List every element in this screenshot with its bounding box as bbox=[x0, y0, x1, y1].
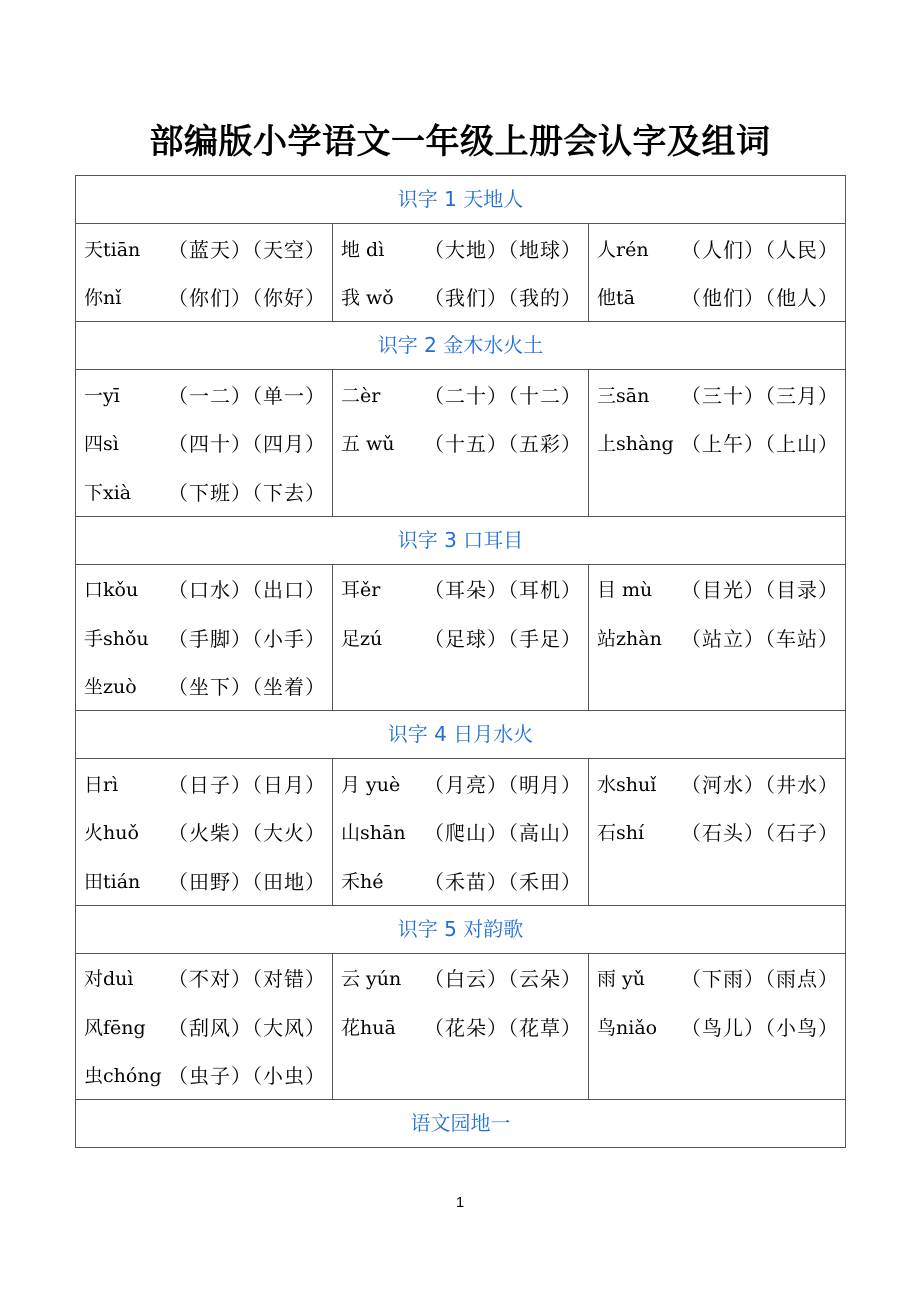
character-with-pinyin: 一yī bbox=[84, 384, 120, 407]
word-phrases: （下雨）（雨点） bbox=[681, 967, 840, 992]
character-with-pinyin: 田tián bbox=[84, 870, 141, 893]
section-header: 语文园地一 bbox=[76, 1100, 846, 1148]
vocab-entry bbox=[589, 370, 845, 419]
word-phrases: （不对）（对错） bbox=[168, 967, 326, 992]
word-phrases: （耳朵）（耳机） bbox=[424, 578, 582, 603]
vocab-entry bbox=[76, 662, 332, 711]
vocab-entry bbox=[76, 856, 332, 905]
vocab-entry bbox=[589, 808, 845, 857]
word-phrases: （爬山）（高山） bbox=[424, 821, 582, 846]
word-phrases: （石头）（石子） bbox=[681, 821, 840, 846]
vocab-entry bbox=[333, 808, 588, 857]
vocabulary-table bbox=[75, 175, 846, 1148]
word-phrases: （三十）（三月） bbox=[681, 383, 840, 408]
word-phrases: （目光）（目录） bbox=[681, 578, 840, 603]
word-phrases: （站立）（车站） bbox=[681, 626, 840, 651]
section-content-row bbox=[76, 759, 846, 906]
vocab-entry bbox=[333, 224, 588, 273]
character-with-pinyin: 地 dì bbox=[341, 238, 385, 261]
vocab-column-cell bbox=[589, 953, 846, 1100]
section-header-row bbox=[76, 711, 846, 759]
vocab-entry bbox=[76, 224, 332, 273]
section-header: 识字 1 天地人 bbox=[76, 176, 846, 224]
page-number: 1 bbox=[455, 1194, 465, 1211]
vocab-column-cell bbox=[589, 759, 846, 906]
word-phrases: （月亮）（明月） bbox=[424, 772, 582, 797]
vocab-entry bbox=[76, 370, 332, 419]
word-phrases: （他们）（他人） bbox=[681, 286, 840, 311]
character-with-pinyin: 足zú bbox=[341, 627, 383, 650]
vocab-entry bbox=[333, 370, 588, 419]
vocab-column-cell bbox=[76, 759, 333, 906]
word-phrases: （刮风）（大风） bbox=[168, 1015, 326, 1040]
word-phrases: （蓝天）（天空） bbox=[168, 237, 326, 262]
character-with-pinyin: 日rì bbox=[84, 773, 119, 796]
character-with-pinyin: 目 mù bbox=[597, 579, 653, 602]
section-header-row bbox=[76, 176, 846, 224]
word-phrases: （虫子）（小虫） bbox=[168, 1064, 326, 1089]
character-with-pinyin: 火huǒ bbox=[84, 822, 139, 845]
vocab-entry bbox=[76, 419, 332, 468]
character-with-pinyin: 鸟niǎo bbox=[597, 1016, 658, 1039]
vocab-column-cell bbox=[333, 370, 589, 517]
section-header: 识字 2 金木水火土 bbox=[76, 322, 846, 370]
vocab-column-cell bbox=[333, 953, 589, 1100]
character-with-pinyin: 月 yuè bbox=[341, 773, 401, 796]
section-header-row bbox=[76, 905, 846, 953]
vocab-entry bbox=[76, 565, 332, 614]
word-phrases: （坐下）（坐着） bbox=[168, 675, 326, 700]
word-phrases: （禾苗）（禾田） bbox=[424, 869, 582, 894]
character-with-pinyin: 他tā bbox=[597, 287, 635, 310]
character-with-pinyin: 五 wǔ bbox=[341, 433, 395, 456]
vocab-entry bbox=[333, 759, 588, 808]
vocab-entry bbox=[333, 613, 588, 662]
vocab-entry bbox=[589, 224, 845, 273]
character-with-pinyin: 坐zuò bbox=[84, 676, 137, 699]
word-phrases: （大地）（地球） bbox=[424, 237, 582, 262]
vocab-entry bbox=[589, 1002, 845, 1051]
character-with-pinyin: 禾hé bbox=[341, 870, 384, 893]
word-phrases: （手脚）（小手） bbox=[168, 626, 326, 651]
vocab-entry bbox=[76, 759, 332, 808]
section-header: 识字 4 日月水火 bbox=[76, 711, 846, 759]
vocab-column-cell bbox=[76, 564, 333, 711]
word-phrases: （河水）（井水） bbox=[681, 772, 840, 797]
word-phrases: （人们）（人民） bbox=[681, 237, 840, 262]
vocab-entry bbox=[589, 613, 845, 662]
vocab-column-cell bbox=[333, 759, 589, 906]
vocab-entry bbox=[589, 565, 845, 614]
character-with-pinyin: 天tiān bbox=[84, 238, 141, 261]
word-phrases: （二十）（十二） bbox=[424, 383, 582, 408]
section-header: 识字 3 口耳目 bbox=[76, 516, 846, 564]
word-phrases: （四十）（四月） bbox=[168, 432, 326, 457]
vocab-column-cell bbox=[76, 370, 333, 517]
character-with-pinyin: 人rén bbox=[597, 238, 649, 261]
vocab-column-cell bbox=[589, 224, 846, 322]
character-with-pinyin: 水shuǐ bbox=[597, 773, 657, 796]
word-phrases: （火柴）（大火） bbox=[168, 821, 326, 846]
word-phrases: （鸟儿）（小鸟） bbox=[681, 1015, 840, 1040]
vocab-entry bbox=[76, 1051, 332, 1100]
vocab-entry bbox=[589, 273, 845, 322]
character-with-pinyin: 站zhàn bbox=[597, 627, 662, 650]
vocab-entry bbox=[76, 1002, 332, 1051]
character-with-pinyin: 下xià bbox=[84, 481, 132, 504]
character-with-pinyin: 你nǐ bbox=[84, 287, 122, 310]
word-phrases: （白云）（云朵） bbox=[424, 967, 582, 992]
vocab-entry bbox=[333, 1002, 588, 1051]
character-with-pinyin: 口kǒu bbox=[84, 579, 139, 602]
character-with-pinyin: 风fēng bbox=[84, 1016, 146, 1039]
vocab-entry bbox=[76, 613, 332, 662]
character-with-pinyin: 山shān bbox=[341, 822, 406, 845]
character-with-pinyin: 三sān bbox=[597, 384, 650, 407]
vocab-column-cell bbox=[333, 564, 589, 711]
vocab-entry bbox=[76, 954, 332, 1003]
vocab-entry bbox=[589, 759, 845, 808]
vocab-entry bbox=[333, 565, 588, 614]
section-header: 识字 5 对韵歌 bbox=[76, 905, 846, 953]
character-with-pinyin: 上shàng bbox=[597, 433, 674, 456]
word-phrases: （你们）（你好） bbox=[168, 286, 326, 311]
vocab-entry bbox=[589, 419, 845, 468]
vocab-column-cell bbox=[589, 370, 846, 517]
word-phrases: （田野）（田地） bbox=[168, 869, 326, 894]
page-title: 部编版小学语文一年级上册会认字及组词 bbox=[149, 122, 771, 162]
section-header-row bbox=[76, 322, 846, 370]
character-with-pinyin: 手shǒu bbox=[84, 627, 149, 650]
vocab-entry bbox=[589, 954, 845, 1003]
character-with-pinyin: 石shí bbox=[597, 822, 645, 845]
vocab-entry bbox=[333, 856, 588, 905]
word-phrases: （一二）（单一） bbox=[168, 383, 326, 408]
vocab-entry bbox=[76, 808, 332, 857]
word-phrases: （足球）（手足） bbox=[424, 626, 582, 651]
word-phrases: （日子）（日月） bbox=[168, 772, 326, 797]
word-phrases: （我们）（我的） bbox=[424, 286, 582, 311]
vocab-entry bbox=[76, 467, 332, 516]
vocab-column-cell bbox=[76, 224, 333, 322]
character-with-pinyin: 雨 yǔ bbox=[597, 968, 646, 991]
word-phrases: （下班）（下去） bbox=[168, 480, 326, 505]
character-with-pinyin: 二èr bbox=[341, 384, 381, 407]
word-phrases: （口水）（出口） bbox=[168, 578, 326, 603]
section-content-row bbox=[76, 224, 846, 322]
vocab-column-cell bbox=[589, 564, 846, 711]
vocab-entry bbox=[333, 954, 588, 1003]
character-with-pinyin: 我 wǒ bbox=[341, 287, 394, 310]
section-header-row bbox=[76, 516, 846, 564]
word-phrases: （花朵）（花草） bbox=[424, 1015, 582, 1040]
vocab-column-cell bbox=[76, 953, 333, 1100]
character-with-pinyin: 四sì bbox=[84, 433, 119, 456]
character-with-pinyin: 花huā bbox=[341, 1016, 396, 1039]
vocab-column-cell bbox=[333, 224, 589, 322]
section-content-row bbox=[76, 564, 846, 711]
section-content-row bbox=[76, 370, 846, 517]
character-with-pinyin: 虫chóng bbox=[84, 1065, 162, 1088]
character-with-pinyin: 耳ěr bbox=[341, 579, 381, 602]
section-content-row bbox=[76, 953, 846, 1100]
word-phrases: （十五）（五彩） bbox=[424, 432, 582, 457]
character-with-pinyin: 云 yún bbox=[341, 968, 402, 991]
vocab-entry bbox=[333, 419, 588, 468]
word-phrases: （上午）（上山） bbox=[681, 432, 840, 457]
section-header-row bbox=[76, 1100, 846, 1148]
vocab-entry bbox=[333, 273, 588, 322]
vocab-entry bbox=[76, 273, 332, 322]
character-with-pinyin: 对duì bbox=[84, 968, 134, 991]
